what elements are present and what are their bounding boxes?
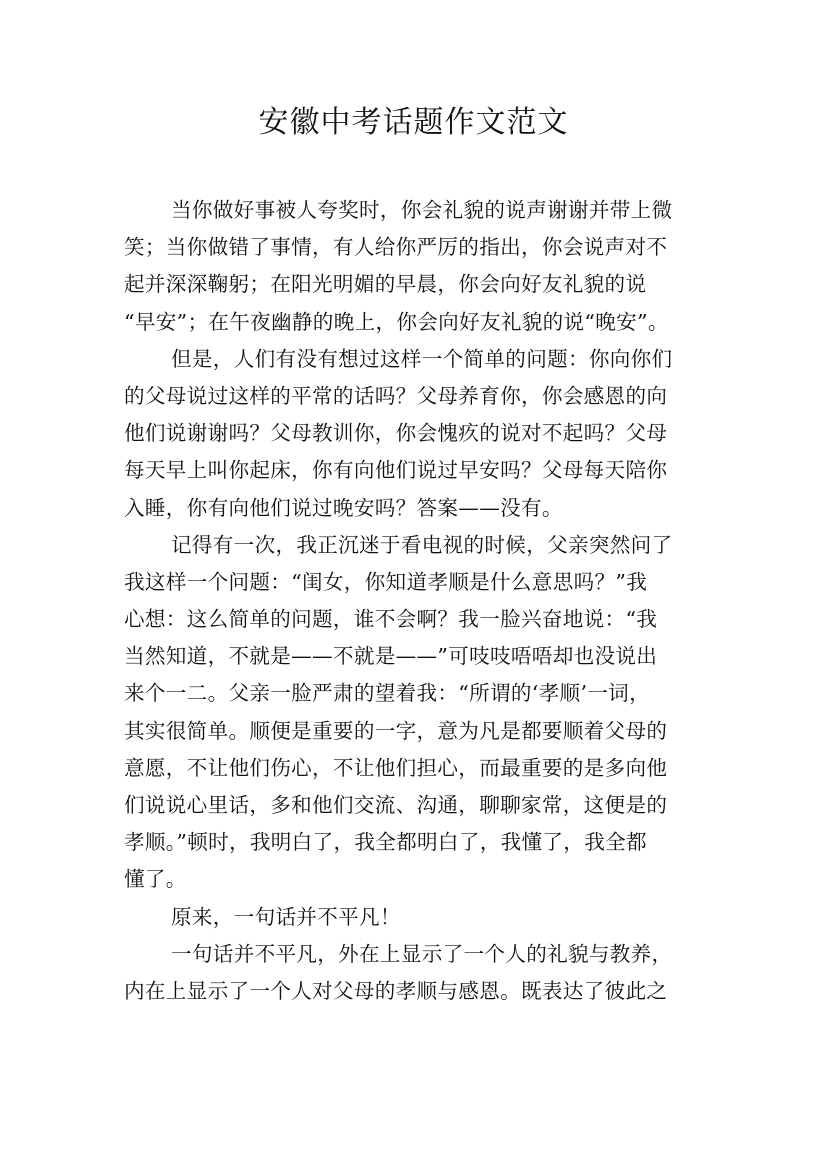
text-line: 当然知道，不就是——不就是——”可吱吱唔唔却也没说出	[124, 644, 658, 669]
text-line: 的父母说过这样的平常的话吗？父母养育你，你会感恩的向	[124, 383, 668, 408]
document-body	[124, 192, 724, 1010]
document-title: 安徽中考话题作文范文	[258, 105, 569, 140]
text-line: 我这样一个问题：“闺女，你知道孝顺是什么意思吗？”我	[124, 569, 648, 594]
text-line: 来个一二。父亲一脸严肃的望着我：“所谓的‘孝顺’一词，	[124, 681, 650, 706]
text-line: 们说说心里话，多和他们交流、沟通，聊聊家常，这便是的	[124, 793, 668, 817]
text-line: 一句话并不平凡，外在上显示了一个人的礼貌与教养，	[171, 941, 673, 966]
text-line: 意愿，不让他们伤心，不让他们担心，而最重要的是多向他	[124, 755, 668, 780]
text-line: 每天早上叫你起床，你有向他们说过早安吗？父母每天陪你	[124, 458, 668, 483]
text-line: 当你做好事被人夸奖时，你会礼貌的说声谢谢并带上微	[171, 198, 673, 222]
text-line: 入睡，你有向他们说过晚安吗？答案——没有。	[124, 495, 563, 520]
text-line: 他们说谢谢吗？父母教训你，你会愧疚的说对不起吗？父母	[124, 421, 668, 446]
text-line: 但是，人们有没有想过这样一个简单的问题：你向你们	[171, 346, 673, 371]
text-line: 原来，一句话并不平凡！	[171, 904, 401, 929]
text-line: 懂了。	[124, 867, 187, 892]
text-line: 内在上显示了一个人对父母的孝顺与感恩。既表达了彼此之	[124, 978, 668, 1003]
text-line: 孝顺。”顿时，我明白了，我全都明白了，我懂了，我全都	[124, 830, 647, 855]
text-line: 笑；当你做错了事情，有人给你严厉的指出，你会说声对不	[124, 235, 668, 260]
text-line: “早安”；在午夜幽静的晚上，你会向好友礼貌的说“晚安”。	[124, 309, 669, 334]
text-line: 记得有一次，我正沉迷于看电视的时候，父亲突然问了	[171, 532, 673, 557]
text-line: 心想：这么简单的问题，谁不会啊？我一脸兴奋地说：“我	[124, 607, 658, 632]
text-line: 其实很简单。顺便是重要的一字，意为凡是都要顺着父母的	[124, 718, 668, 743]
text-line: 起并深深鞠躬；在阳光明媚的早晨，你会向好友礼貌的说	[124, 272, 647, 297]
